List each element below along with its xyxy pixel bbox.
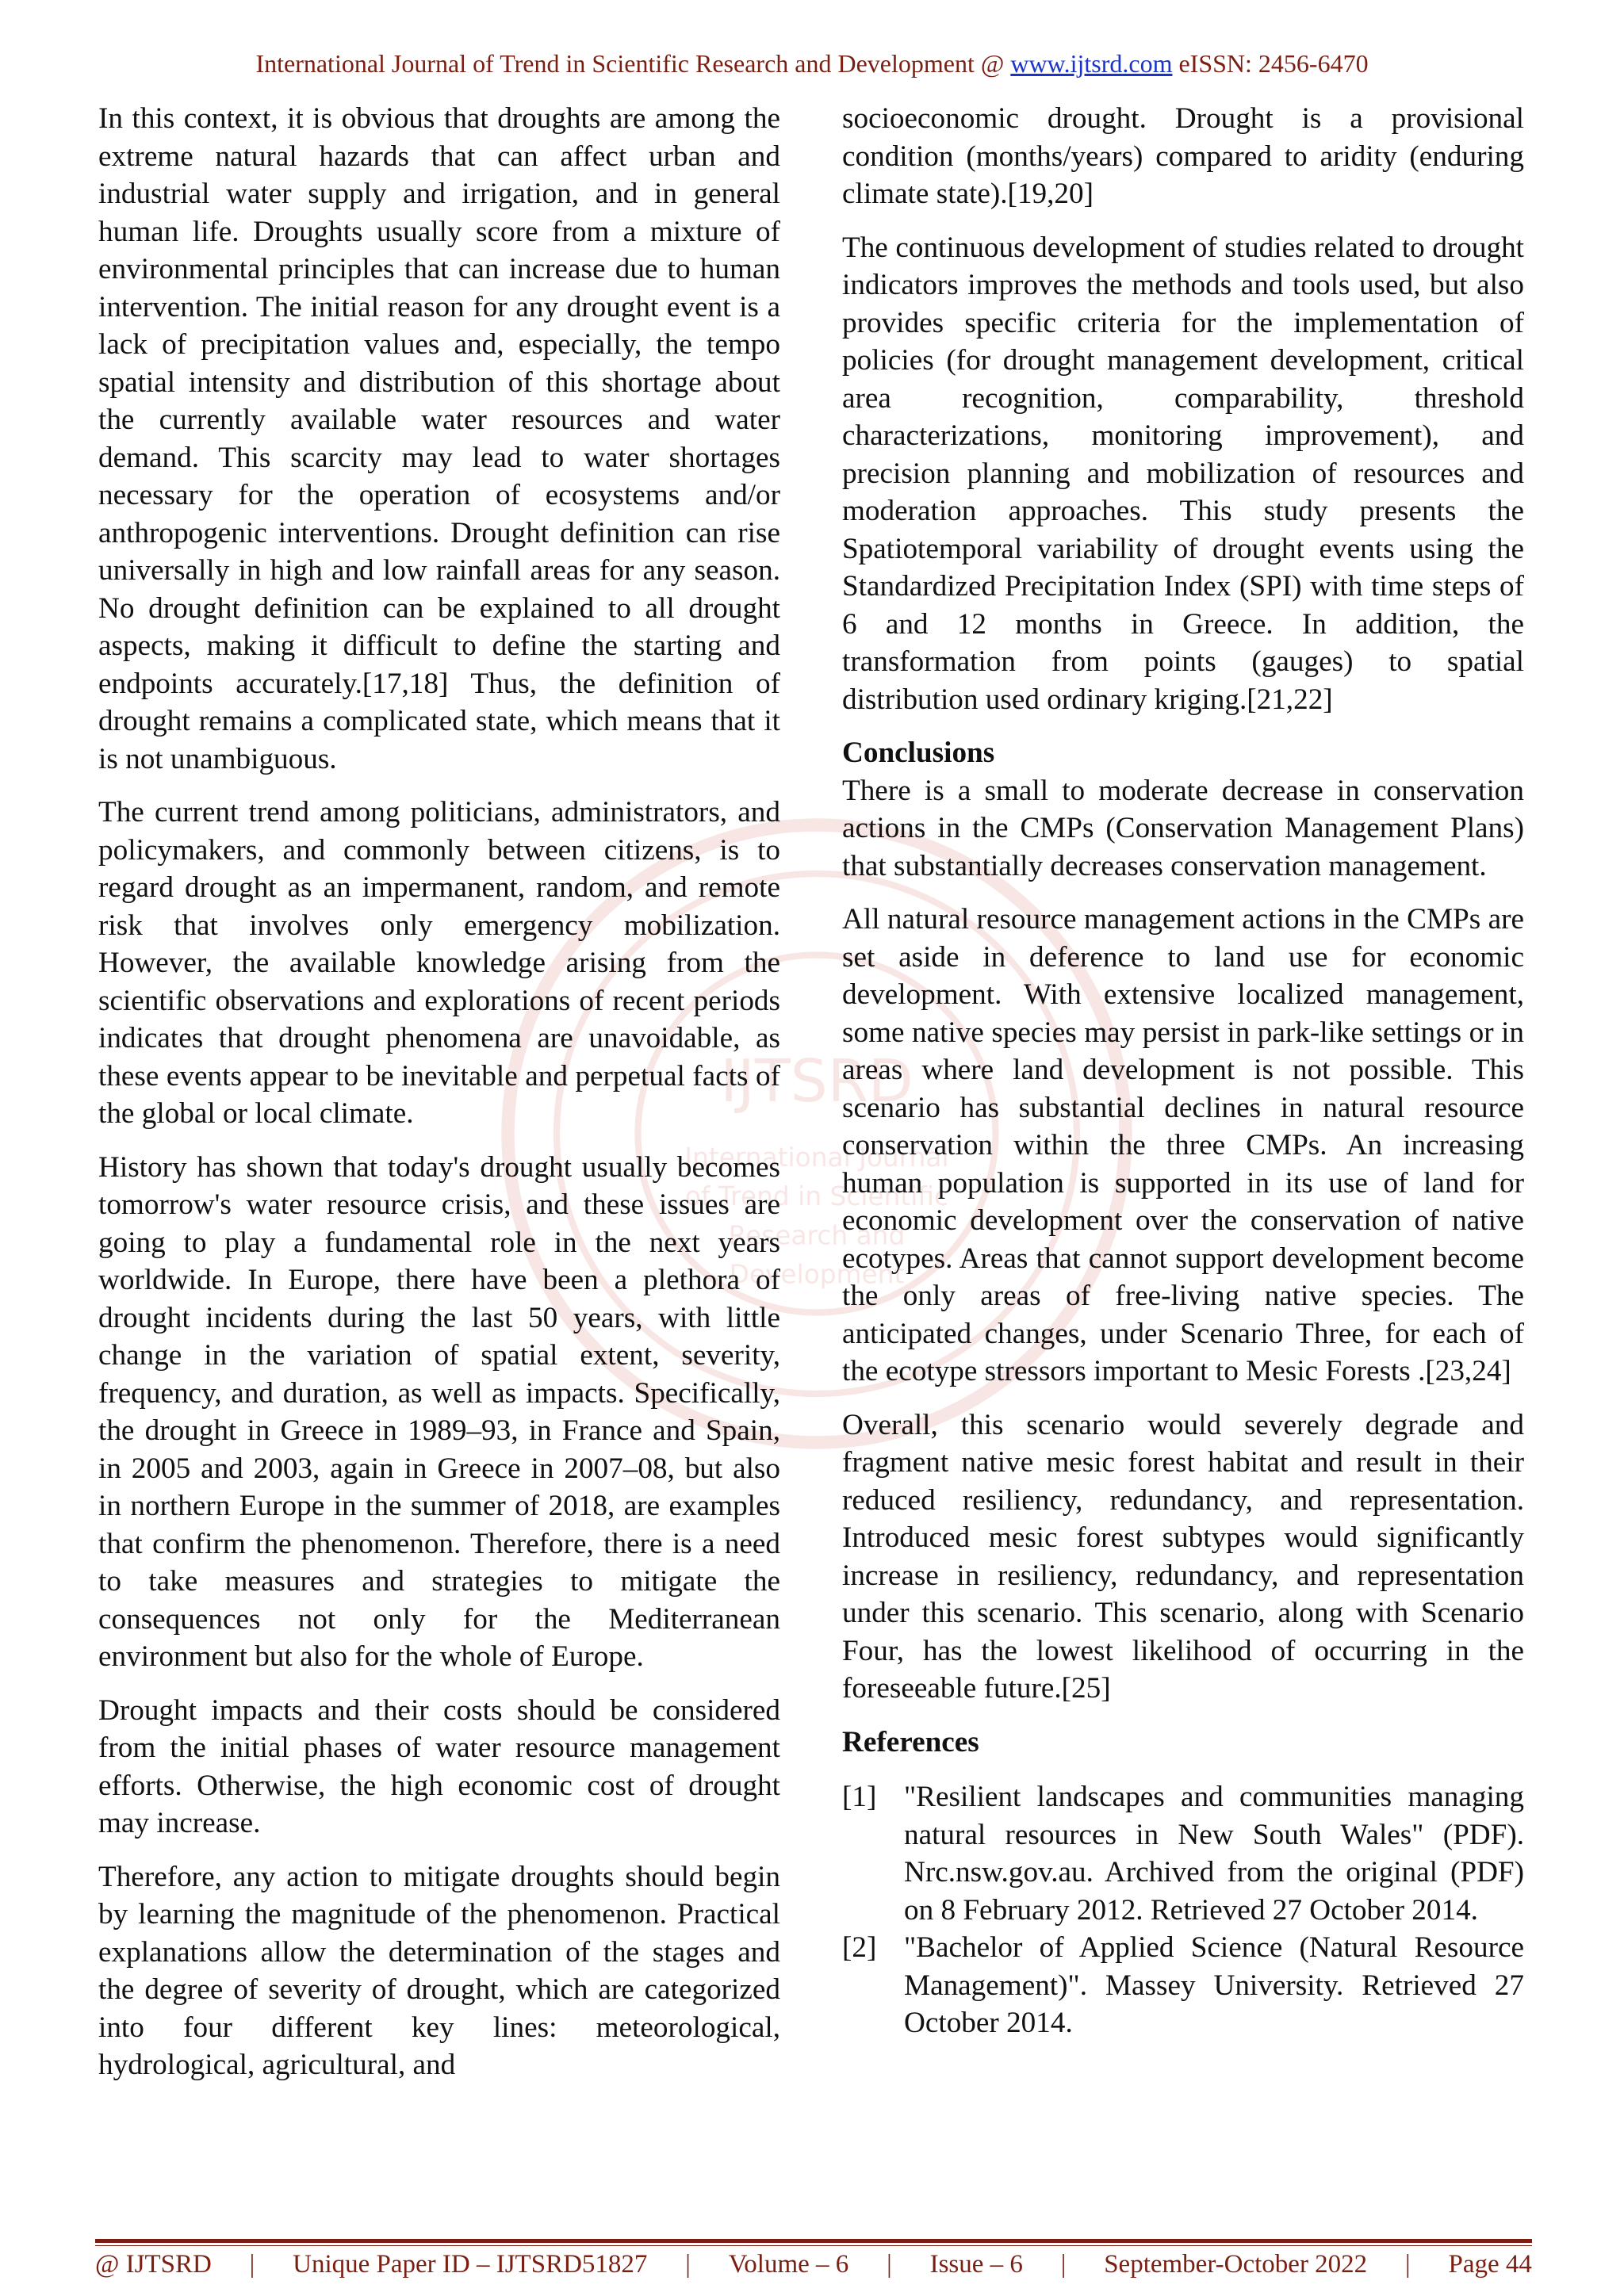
footer-rule-thin [95, 2245, 1532, 2246]
paragraph: socioeconomic drought. Drought is a provisional condition (months/years) compared to aridity (enduring climate state).[19,20] [842, 102, 1524, 210]
footer-separator: | [685, 2250, 691, 2279]
page-header [0, 49, 1624, 78]
journal-issn: eISSN: 2456-6470 [1178, 49, 1369, 78]
paragraph: There is a small to moderate decrease in conservation actions in the CMPs (Conservation Management Plans) that substantially decreases conservation management. [842, 774, 1524, 882]
footer-separator: | [1060, 2250, 1067, 2279]
journal-title: International Journal of Trend in Scientific Research and Development @ [255, 49, 1005, 78]
footer-rule [95, 2239, 1532, 2243]
conclusions-heading: Conclusions [842, 737, 995, 769]
footer-separator: | [887, 2250, 892, 2279]
footer-separator: | [249, 2250, 255, 2279]
paragraph: Drought impacts and their costs should be considered from the initial phases of water resource management efforts. Otherwise, the high economic cost of drought may increase. [98, 1693, 780, 1839]
reference-text: "Bachelor of Applied Science (Natural Resource Management)". Massey University. Retrieved 27 October 2014. [904, 1931, 1524, 2039]
paragraph: Overall, this scenario would severely degrade and fragment native mesic forest habitat and result in their reduced resiliency, redundancy, and representation. Introduced mesic forest subtypes would significantly increase in resiliency, redundancy, and representation under this scenario. This scenario, along with Scenario Four, has the lowest likelihood of occurring in the foreseeable future.[25] [842, 1408, 1524, 1705]
footer-separator: | [1405, 2250, 1411, 2279]
reference-number: [2] [842, 1931, 877, 1964]
reference-text: "Resilient landscapes and communities managing natural resources in New South Wales" (PDF). Nrc.nsw.gov.au. Archived from the original (PDF) on 8 February 2012. Retrieved 27 October 2014. [904, 1781, 1524, 1927]
paragraph: In this context, it is obvious that droughts are among the extreme natural hazards that can affect urban and industrial water supply and irrigation, and in general human life. Droughts usually score from a mixture of environmental principles that can increase due to human intervention. The initial reason for any drought event is a lack of precipitation values and, especially, the tempo spatial intensity and distribution of this shortage about the currently available water resources and water demand. This scarcity may lead to water shortages necessary for the operation of ecosystems and/or anthropogenic interventions. Drought definition can rise universally in high and low rainfall areas for any season. No drought definition can be explained to all drought aspects, making it difficult to define the starting and endpoints accurately.[17,18] Thus, the definition of drought remains a complicated state, which means that it is not unambiguous. [98, 102, 780, 775]
references-list [842, 1778, 1524, 2042]
svg-text:Research and: Research and [728, 1220, 906, 1251]
paragraph: The continuous development of studies related to drought indicators improves the methods and tools used, but also provides specific criteria for the implementation of policies (for drought management development, critical area recognition, comparability, threshold characterizations, monitoring improvement), and precision planning and mobilization of resources and moderation approaches. This study presents the Spatiotemporal variability of drought events using the Standardized Precipitation Index (SPI) with time steps of 6 and 12 months in Greece. In addition, the transformation from points (gauges) to spatial distribution used ordinary kriging.[21,22] [842, 231, 1524, 716]
paragraph: The current trend among politicians, administrators, and policymakers, and commonly between citizens, is to regard drought as an impermanent, random, and remote risk that involves only emergency mobilization. However, the available knowledge arising from the scientific observations and explorations of recent periods indicates that drought phenomena are unavoidable, as these events appear to be inevitable and perpetual facts of the global or local climate. [98, 796, 780, 1130]
page-footer [95, 2250, 1532, 2279]
footer-volume: Volume – 6 [728, 2250, 849, 2279]
footer-date: September-October 2022 [1104, 2250, 1368, 2279]
paragraph: History has shown that today's drought usually becomes tomorrow's water resource crisis, and these issues are going to play a fundamental role in the next years worldwide. In Europe, there have been a plethora of drought incidents during the last 50 years, with little change in the variation of spatial extent, severity, frequency, and duration, as well as impacts. Specifically, the drought in Greece in 1989–93, in France and Spain, in 2005 and 2003, again in Greece in 2007–08, but also in northern Europe in the summer of 2018, are examples that confirm the phenomenon. Therefore, there is a need to take measures and strategies to mitigate the consequences not only for the Mediterranean environment but also for the whole of Europe. [98, 1150, 780, 1673]
references-heading: References [842, 1725, 979, 1758]
svg-text:International Journal: International Journal [684, 1142, 949, 1173]
paragraph: All natural resource management actions in the CMPs are set aside in deference to land use for economic development. With extensive localized management, some native species may persist in park-like settings or in areas where land development is not possible. This scenario has substantial declines in natural resource conservation within the three CMPs. An increasing human population is supported in its use of land for economic development over the conservation of native ecotypes. Areas that cannot support development become the only areas of free-living native species. The anticipated changes, under Scenario Three, for each of the ecotype stressors important to Mesic Forests .[23,24] [842, 903, 1524, 1387]
footer-page-number: Page 44 [1448, 2250, 1532, 2279]
svg-text:IJTSRD: IJTSRD [720, 1048, 914, 1115]
journal-url-link[interactable]: www.ijtsrd.com [1010, 49, 1173, 78]
reference-item [842, 1778, 1524, 1929]
footer-journal: @ IJTSRD [95, 2250, 212, 2279]
footer-issue: Issue – 6 [929, 2250, 1023, 2279]
reference-item [842, 1929, 1524, 2042]
left-column [98, 100, 780, 2100]
svg-text:of Trend in Scientific: of Trend in Scientific [684, 1181, 949, 1212]
footer-paper-id: Unique Paper ID – IJTSRD51827 [293, 2250, 648, 2279]
right-column [842, 100, 1524, 2042]
reference-number: [1] [842, 1781, 877, 1813]
svg-text:Development: Development [729, 1259, 905, 1290]
paragraph: Therefore, any action to mitigate droughts should begin by learning the magnitude of the phenomenon. Practical explanations allow the determination of the stages and the degree of severity of drought, which are categorized into four different key lines: meteorological, hydrological, agricultural, and [98, 1860, 780, 2081]
